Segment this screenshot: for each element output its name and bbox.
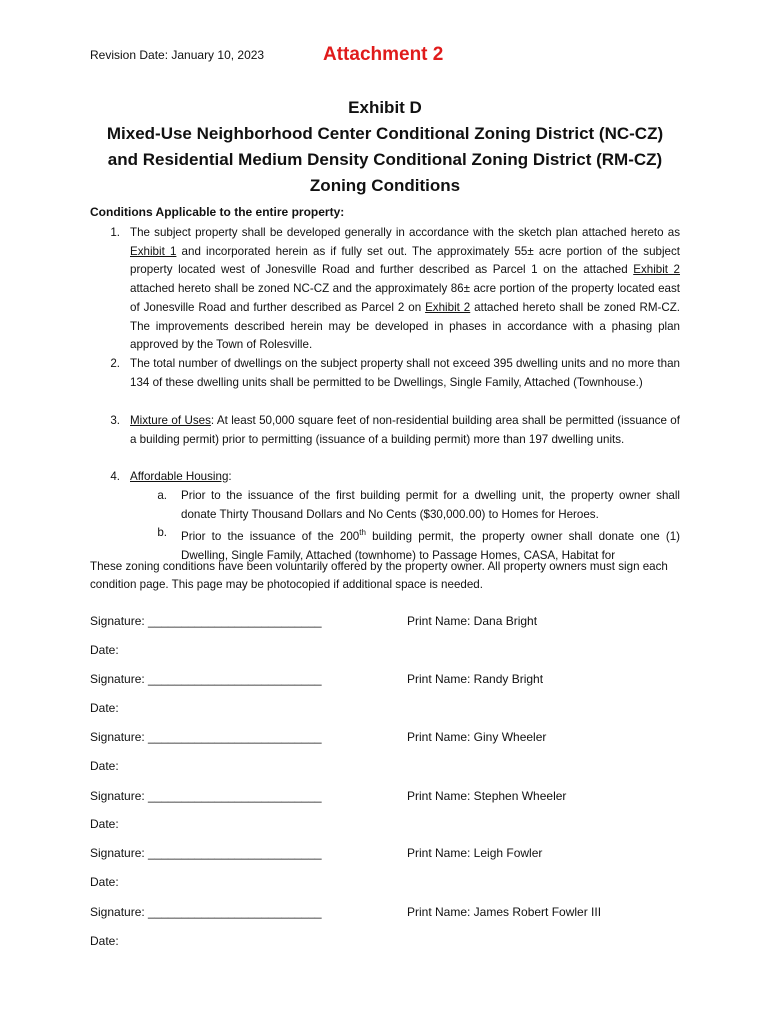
print-name: Print Name: James Robert Fowler III [407, 905, 602, 919]
item-text: Prior to the issuance of the 200 [181, 529, 360, 543]
attachment-label: Attachment 2 [323, 44, 444, 65]
item-number: 2. [110, 357, 120, 370]
print-name: Print Name: Dana Bright [407, 614, 538, 628]
superscript: th [359, 528, 366, 537]
sub-letter: a. [157, 489, 167, 502]
footer-note: These zoning conditions have been voluntarily offered by the property owner. All property owners must sign each condition page. This page may be photocopied if additional space is needed. [90, 560, 668, 591]
affordable-housing-heading: Affordable Housing [130, 470, 229, 483]
date-label: Date: [90, 643, 119, 657]
exhibit-2-link: Exhibit 2 [633, 263, 680, 277]
item-text: The subject property shall be developed generally in accordance with the sketch plan attached hereto as [130, 226, 680, 239]
title-line-2: Mixed-Use Neighborhood Center Conditional Zoning District (NC-CZ) [106, 124, 664, 143]
item-text: building permit, the property owner shall donate one (1) Dwelling, Single Family, Attached (townhome) to Passage Homes, CASA, Habitat for [181, 529, 680, 562]
signature-line: Signature: __________________________ [90, 614, 322, 628]
condition-item-3 [130, 412, 680, 449]
signature-line: Signature: __________________________ [90, 730, 322, 744]
signature-line: Signature: __________________________ [90, 789, 322, 803]
revision-date: Revision Date: January 10, 2023 [90, 48, 265, 62]
item-text: : [228, 470, 232, 483]
print-name: Print Name: Leigh Fowler [407, 846, 543, 860]
signature-line: Signature: __________________________ [90, 905, 322, 919]
title-line-3: and Residential Medium Density Conditional Zoning District (RM-CZ) [107, 150, 663, 169]
date-label: Date: [90, 934, 119, 948]
item-text: : At least 50,000 square feet of non-residential building area shall be permitted (issuance of a building permit) prior to permitting (issuance of a building permit) more than 197 dwelling units. [130, 414, 680, 446]
item-text: attached hereto shall be zoned RM-CZ. The improvements described herein may be developed in phases in accordance with a phasing plan approved by the Town of Rolesville. [130, 300, 681, 352]
item-text: and incorporated herein as if fully set out. The approximately 55± acre portion of the subject property located west of Jonesville Road and further described as Parcel 1 on the attached [130, 244, 681, 277]
signature-line: Signature: __________________________ [90, 672, 322, 686]
item-number: 1. [110, 226, 120, 239]
print-name: Print Name: Randy Bright [407, 672, 544, 686]
item-number: 4. [110, 470, 120, 483]
date-label: Date: [90, 817, 119, 831]
print-name: Print Name: Stephen Wheeler [407, 789, 567, 803]
sub-letter: b. [157, 526, 167, 539]
sub-item-a: Prior to the issuance of the first building permit for a dwelling unit, the property owner shall donate Thirty Thousand Dollars and No Cents ($30,000.00) to Homes for Heroes. [181, 489, 680, 521]
print-name: Print Name: Giny Wheeler [407, 730, 547, 744]
mixture-of-uses-heading: Mixture of Uses [130, 414, 211, 427]
conditions-heading: Conditions Applicable to the entire property: [90, 205, 345, 219]
date-label: Date: [90, 875, 119, 889]
condition-item-1 [130, 224, 680, 355]
item-number: 3. [110, 414, 120, 427]
date-label: Date: [90, 701, 119, 715]
signature-line: Signature: __________________________ [90, 846, 322, 860]
date-label: Date: [90, 759, 119, 773]
item-text: attached hereto shall be zoned NC-CZ and the approximately 86± acre portion of the property located east of Jonesville Road and further described as Parcel 2 on [130, 282, 680, 314]
condition-item-2: The total number of dwellings on the subject property shall not exceed 395 dwelling units and no more than 134 of these dwelling units shall be permitted to be Dwellings, Single Family, Attached (Townhouse.) [130, 357, 680, 389]
title-line-4: Zoning Conditions [309, 176, 461, 195]
exhibit-title: Exhibit D [348, 98, 422, 117]
condition-item-4 [130, 468, 680, 487]
exhibit-1-link: Exhibit 1 [130, 244, 177, 258]
exhibit-2-link: Exhibit 2 [425, 300, 471, 314]
